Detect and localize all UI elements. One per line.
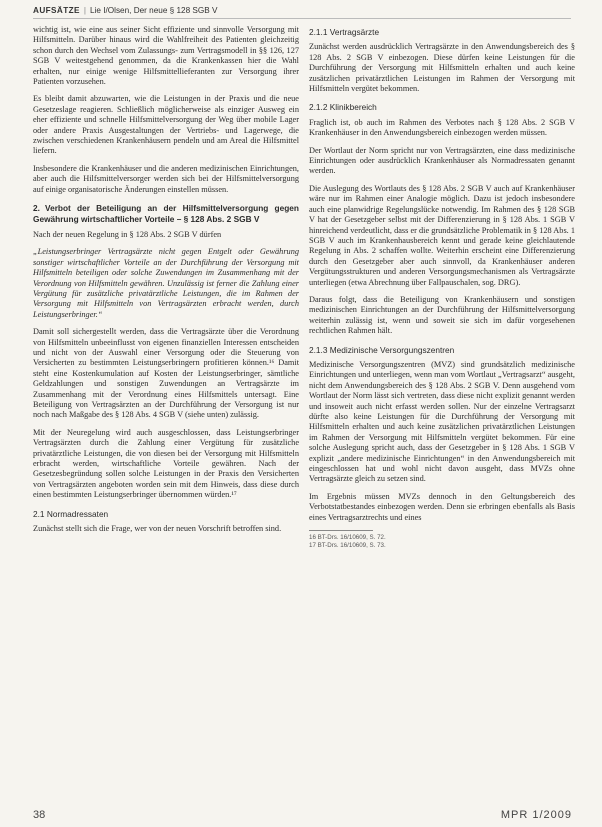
section-tag: AUFSÄTZE (33, 6, 80, 15)
section-heading (33, 203, 299, 224)
paragraph: Die Auslegung des Wortlauts des § 128 Abs. 2 SGB V auch auf Krankenhäuser wäre nur im Rahmen einer Analogie möglich. Dazu ist jedoch insbesondere auch eine planwidrige Regelungslücke notwendig. Im Rahmen des § 128 SGB V hat der Gesetzgeber selbst mit der Differenzierung in § 128 Abs. 1 SGB V hinreichend verdeutlicht, dass er die grundsätzliche Problematik in § 128 Abs. 1 SGB V auch im Krankenhausbereich kennt und gerade keine gleichlautende Regelung in Abs. 2 schaffen wollte. Weiterhin erscheint eine Differenzierung durch den Gesetzgeber aber auch sinnvoll, da Krankenhäuser anderen Vergütungsstrukturen und anderen Versorgungsmechanismen als Vertragsärzte unterliegen (etwa Abrechnung über Fallpauschalen, sog. DRG). (309, 183, 575, 287)
subsection-heading: 2.1.3 Medizinische Versorgungszentren (309, 344, 455, 355)
paragraph: Zunächst stellt sich die Frage, wer von der neuen Vorschrift betroffen sind. (33, 524, 282, 534)
footnote: 17 BT-Drs. 16/10609, S. 73. (309, 542, 386, 550)
paragraph: Es bleibt damit abzuwarten, wie die Leistungen in der Praxis und die neue Gesetzeslage reagieren. Schließlich möglicherweise als einziger Ausweg ein eher effiziente und schnelle Hilfsmittelversorgung der Weg über mobile Lager oder andere Praxis Ausgestaltungen der Vertriebs- und Lagerwege, die zwischen verschiedenen Krankenhäusern pendeln und am Areal die Hilfsmittel liefern. (33, 94, 299, 156)
statute-quote: „Leistungserbringer Vertragsärzte nicht gegen Entgelt oder Gewährung sonstiger wirtschaftlicher Vorteile an der Durchführung der Versorgung mit Hilfsmitteln beteiligen oder solche Zuwendungen im Zusammenhang mit der Verordnung von Hilfsmitteln gewähren. Unzulässig ist ferner die Zahlung einer Vergütung für zusätzliche privatärztliche Leistungen, die im Rahmen der Versorgung mit Hilfsmitteln von Vertragsärzten erbracht werden, durch Leistungserbringer.“ (33, 247, 299, 319)
paragraph: Nach der neuen Regelung in § 128 Abs. 2 SGB V dürfen (33, 229, 222, 239)
journal-issue: MPR 1/2009 (500, 809, 572, 821)
paragraph: wichtig ist, wie eine aus seiner Sicht effiziente und sinnvolle Versorgung mit Hilfsmitteln. Darüber hinaus wird die Wahlfreiheit des Patienten gleichzeitig schon durch den Wechsel vom Zulassungs- zum Vertragsmodell in §§ 126, 127 SGB V weitestgehend genommen, da die Krankenkassen hier die Wahl erhalten, nur einige wenige Hilfsmittellieferanten zur Versorgung ihrer Patienten vorzusehen. (33, 25, 299, 87)
header-rule (33, 18, 571, 19)
subsection-heading: 2.1.1 Vertragsärzte (309, 27, 380, 37)
running-header (33, 6, 217, 15)
footnote: 16 BT-Drs. 16/10609, S. 72. (309, 534, 386, 542)
running-title: Lie I/Olsen, Der neue § 128 SGB V (90, 6, 218, 15)
subsection-heading: 2.1 Normadressaten (33, 508, 109, 519)
paragraph: Damit soll sichergestellt werden, dass die Vertragsärzte über die Verordnung von Hilfsmitteln unbeeinflusst von eigenen finanziellen Interessen entscheiden und nicht von der Auswahl einer Versorgung oder die Steuerung von Versicherten zu bestimmten Leistungserbringern profitieren können.¹⁶ Damit steht eine Kostenkumulation auf Kosten der Leistungserbringer, sämtliche Geldzahlungen und sonstigen Zuwendungen an Vertragsärzte im Zusammenhang mit der Verordnung eines Hilfsmittels untersagt. Eine Beteiligung von Vertragsärzten an der Durchführung der Versorgung ist nur noch nach Maßgabe des § 128 Abs. 4 SGB V (siehe unten) zulässig. (33, 327, 299, 420)
paragraph: Mit der Neuregelung wird auch ausgeschlossen, dass Leistungserbringer Vertragsärzten durch die Zahlung einer Vergütung für zusätzliche privatärztliche Leistungen, die von diesen bei der Versorgung mit Hilfsmitteln erbracht werden, wirtschaftliche Vorteile gewähren. Nach der Gesetzesbegründung sollen solche Leistungen in der Praxis den Versicherten von Vertragsärzten angeboten worden sein mit dem Hinweis, dass diese durch einen bestimmten Leistungserbringer übernommen würden.¹⁷ (33, 427, 299, 500)
page-number: 38 (33, 809, 46, 821)
section-heading-text: Verbot der Beteiligung an der Hilfsmittelversorgung gegen Gewährung wirtschaftlicher Vorteile – § 128 Abs. 2 SGB V (33, 203, 299, 224)
section-number: 2. (33, 203, 40, 214)
paragraph: Der Wortlaut der Norm spricht nur von Vertragsärzten, eine dass medizinische Einrichtungen oder ausdrücklich Krankenhäuser als Normadressaten genannt werden. (309, 145, 575, 176)
left-column (33, 25, 299, 541)
footnote-rule (309, 530, 373, 531)
paragraph: Daraus folgt, dass die Beteiligung von Krankenhäusern und sonstigen medizinischen Einrichtungen an der Durchführung der Hilfsmittelversorgung weiterhin zulässig ist, wenn und soweit sie sich im dafür vorgesehenen rechtlichen Rahmen hält. (309, 294, 575, 336)
paragraph: Insbesondere die Krankenhäuser und die anderen medizinischen Einrichtungen, aber auch die Hilfsmittelversorger werden sich bei der Hilfsmittelversorgung auf einige organisatorische Änderungen einstellen müssen. (33, 163, 299, 194)
subsection-heading: 2.1.2 Klinikbereich (309, 102, 377, 113)
paragraph: Fraglich ist, ob auch im Rahmen des Verbotes nach § 128 Abs. 2 SGB V Krankenhäuser in den Anwendungsbereich einbezogen werden müssen. (309, 117, 575, 138)
header-separator: | (83, 6, 87, 15)
paragraph: Medizinische Versorgungszentren (MVZ) sind grundsätzlich medizinische Einrichtungen und unterliegen, wenn man vom Wortlaut „Vertragsarzt“ ausgeht, nicht dem Anwendungsbereich des § 128 Abs. 2 SGB V. Denn ausgehend vom Wortlaut der Norm lässt sich vertreten, dass diese nicht explizit genannt werden und insoweit auch nicht erfasst werden sollen. Nur der einzelne Vertragsarzt dürfte also keine Leistungen für die Durchführung der Versorgung mit Hilfsmitteln erhalten und auch keine zusätzlichen privatärztlichen Leistungen im Rahmen der Versorgung mit Hilfsmitteln vergütet bekommen. Für eine solche Auslegung spricht auch, dass der Gesetzgeber in § 128 Abs. 1 SGB V explizit „andere medizinische Einrichtungen“ in den Anwendungsbereich mit eingeschlossen hat und wohl nicht davon ausgeht, dass MVZs ohne Vertragsärzte gleich zu setzen sind. (309, 359, 575, 484)
paragraph: Zunächst werden ausdrücklich Vertragsärzte in den Anwendungsbereich des § 128 Abs. 2 SGB V einbezogen. Diese dürfen keine Leistungen für die Durchführung der Versorgung mit Hilfsmitteln erhalten und auch keine zusätzlichen privatärztlichen Leistungen im Rahmen der Versorgung mit Hilfsmitteln vergütet bekommen. (309, 42, 575, 94)
paragraph: Im Ergebnis müssen MVZs dennoch in den Geltungsbereich des Verbotstatbestandes einbezogen werden. Denn sie erbringen ebenfalls als Basis eines Vertragsarztrechts und eines (309, 491, 575, 522)
right-column (309, 25, 575, 550)
